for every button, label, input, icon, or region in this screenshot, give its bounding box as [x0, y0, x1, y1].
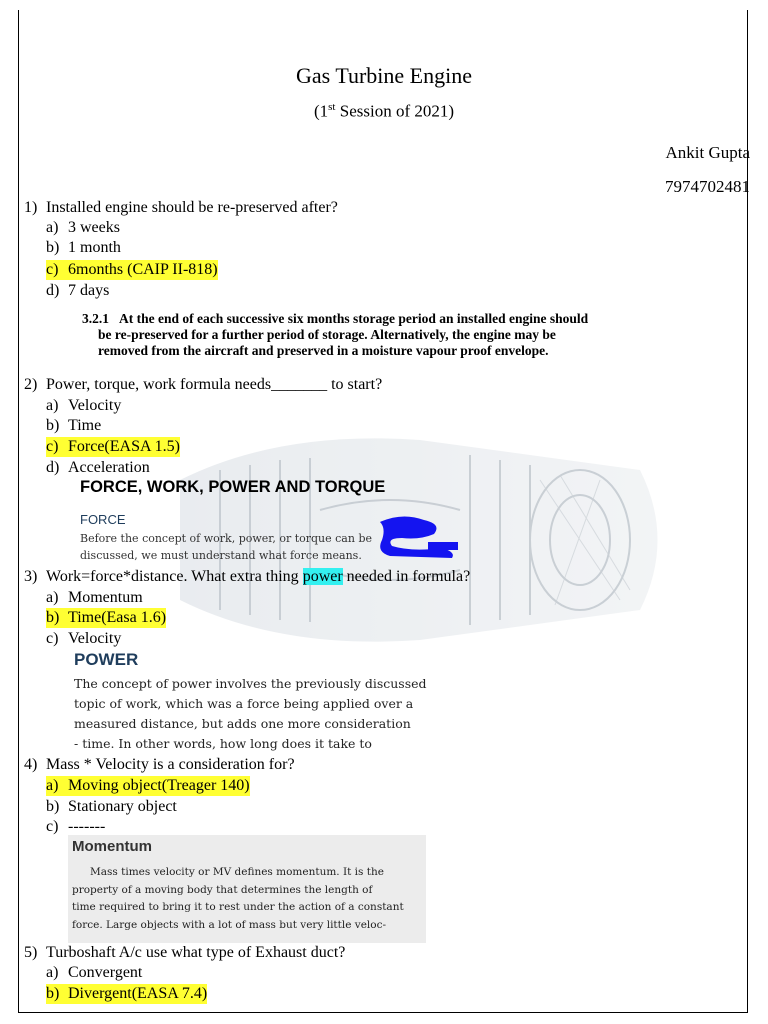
author-name: Ankit Gupta — [665, 143, 750, 162]
q5-option-a: a) Convergent — [46, 964, 143, 981]
q3-option-b-answer: b) Time(Easa 1.6) — [46, 609, 167, 626]
q2-excerpt-subheading: FORCE — [80, 512, 126, 527]
q1-reference-excerpt: 3.2.1 At the end of each successive six months storage period an installed engine should be re-preserved for a further period of storage. Alternatively, the engine may be removed from the aircraft and preserved in a moisture vapour proof envelope. — [82, 311, 589, 358]
document-subtitle: (1st Session of 2021) — [313, 101, 455, 121]
author-phone: 7974702481 — [665, 177, 750, 196]
blue-scribble-mark — [372, 512, 462, 562]
q4-option-a-answer: a) Moving object(Treager 140) — [46, 777, 250, 794]
q2-excerpt-heading: FORCE, WORK, POWER AND TORQUE — [80, 478, 386, 496]
q4-option-b: b) Stationary object — [46, 798, 177, 815]
q2-option-d: d) Acceleration — [46, 459, 150, 476]
question-4: 4) Mass * Velocity is a consideration for? — [24, 756, 295, 773]
q5-option-b-answer: b) Divergent(EASA 7.4) — [46, 985, 208, 1002]
q1-option-b: b) 1 month — [46, 239, 121, 256]
q3-option-c: c) Velocity — [46, 630, 122, 647]
question-3: 3) Work=force*distance. What extra thing power needed in formula? — [24, 568, 471, 585]
question-5: 5) Turboshaft A/c use what type of Exhaust duct? — [24, 944, 346, 961]
author-block — [665, 136, 750, 204]
q2-option-a: a) Velocity — [46, 397, 122, 414]
highlighted-word-power: power — [302, 568, 343, 585]
document-title: Gas Turbine Engine — [296, 63, 472, 88]
question-1: 1) Installed engine should be re-preserved after? — [24, 199, 338, 216]
q1-option-c-answer: c) 6months (CAIP II-818) — [46, 261, 218, 278]
q2-excerpt-body: Before the concept of work, power, or torque can be discussed, we must understand what force means. — [80, 532, 372, 562]
q4-option-c: c) ------- — [46, 818, 106, 835]
question-2: 2) Power, torque, work formula needs_______ to start? — [24, 376, 383, 393]
q2-option-c-answer: c) Force(EASA 1.5) — [46, 438, 180, 455]
q1-option-a: a) 3 weeks — [46, 219, 120, 236]
q1-option-d: d) 7 days — [46, 282, 110, 299]
q3-excerpt-heading: POWER — [74, 650, 139, 669]
q4-excerpt-body: Mass times velocity or MV defines momentum. It is the property of a moving body that determines the length of time required to bring it to rest under the action of a constant force. Large objects with a lot of mass but very little veloc- — [72, 866, 404, 931]
q2-option-b: b) Time — [46, 417, 102, 434]
q3-option-a: a) Momentum — [46, 589, 143, 606]
q4-excerpt-heading: Momentum — [72, 838, 152, 855]
q3-excerpt-body: The concept of power involves the previously discussed topic of work, which was a force being applied over a measured distance, but adds one more consideration - time. In other words, how long does it take to — [74, 676, 427, 751]
